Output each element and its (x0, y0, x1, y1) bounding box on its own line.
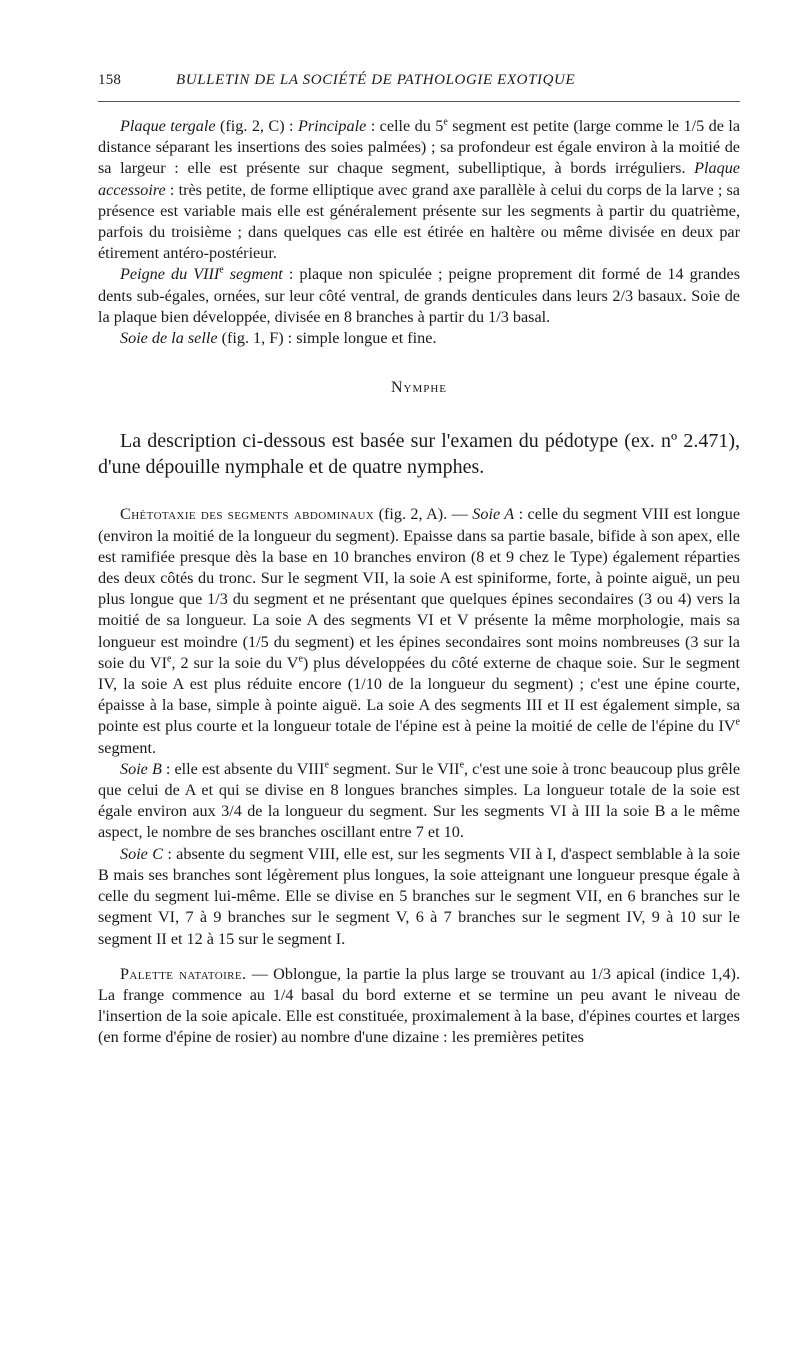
header-rule (98, 101, 740, 102)
article-body (98, 116, 740, 1049)
section-heading-nymphe: Nymphe (390, 379, 448, 397)
lede-paragraph: La description ci-dessous est basée sur l'examen du pédotype (ex. nº 2.471), d'une dépouille nymphale et de quatre nymphes. (98, 430, 740, 479)
running-title: BULLETIN DE LA SOCIÉTÉ DE PATHOLOGIE EXOTIQUE (176, 72, 576, 88)
term-soie-b: Soie B (120, 759, 162, 778)
term-peigne: Peigne du VIII (120, 265, 220, 284)
term-soie-c: Soie C (120, 844, 163, 863)
paragraph-peigne: Peigne du VIIIe segment : plaque non spiculée ; peigne proprement dit formé de 14 grandes dents sub-égales, ornées, sur leur côté ventral, de grands denticules dans leurs 2/3 basaux. Soie de la plaque bien développée, divisée en 8 branches à partir du 1/3 basal. (98, 265, 740, 326)
paragraph-soie-selle: Soie de la selle (fig. 1, F) : simple longue et fine. (120, 329, 437, 348)
paragraph-palette: Palette natatoire. — Oblongue, la partie la plus large se trouvant au 1/3 apical (indice 1,4). La frange commence au 1/4 basal du bord externe et se termine un peu avant le niveau de l'insertion de la soie apicale. Elle est constituée, proximalement à la base, d'épines courtes et larges (en forme d'épine de rosier) au nombre d'une dizaine : les premières petites (98, 964, 740, 1047)
paragraph-plaque-tergale: Plaque tergale (fig. 2, C) : Principale : celle du 5e segment est petite (large comme le 1/5 de la distance séparant les insertions des soies palmées) ; sa profondeur est égale environ à la moitié de sa largeur : elle est présente sur chaque segment, subelliptique, à bords irréguliers. Plaque accessoire : très petite, de forme elliptique avec grand axe parallèle à celui du corps de la larve ; sa présence est variable mais elle est généralement présente sur les segments à partir du quatrième, parfois du troisième ; dans quelques cas elle est étirée en haltère ou même divisée en deux par étirement antéro-postérieur. (98, 116, 741, 263)
term-principale: Principale (297, 117, 367, 135)
paragraph-gap (98, 950, 740, 964)
term-soie-selle: Soie de la selle (120, 329, 218, 348)
term-plaque-accessoire: Plaque accessoire (98, 159, 740, 199)
paragraph-chetotaxie: Chétotaxie des segments abdominaux (fig. 2, A). — Soie A : celle du segment VIII est longue (environ la moitié de la longueur du segment). Epaisse dans sa partie basale, bifide à son apex, elle est ramifiée presque dès la base en 10 branches environ (8 et 9 chez le Type) également réparties des deux côtés du tronc. Sur le segment VII, la soie A est spiniforme, forte, à pointe aiguë, un peu plus longue que 1/3 du segment et ne présentant que quelques épines secondaires (3 ou 4) vers la moitié de sa longueur. La soie A des segments VI et V présente la même morphologie, mais sa longueur est moindre (1/5 du segment) et les épines secondaires sont moins nombreuses (3 sur la soie du VIe, 2 sur la soie du Ve) plus développées du côté externe de chaque soie. Sur le segment IV, la soie A est plus réduite encore (1/10 de la longueur du segment) ; c'est une épine courte, épaisse à la base, simple à pointe aiguë. La soie A des segments III et II est également simple, sa pointe est plus courte et la longueur totale de l'épine est à peine la moitié de celle de l'épine du IVe segment. (98, 505, 740, 757)
subheading-palette: Palette natatoire. (120, 964, 247, 983)
subheading-chetotaxie: Chétotaxie des segments abdominaux (120, 505, 375, 524)
paragraph-soie-b: Soie B : elle est absente du VIIIe segment. Sur le VIIe, c'est une soie à tronc beaucoup plus grêle que celui de A et qui se divise en 8 longues branches simples. La longueur totale de la soie est égale environ aux 3/4 de la longueur du segment. Sur les segments VI à III la soie B a le même aspect, le nombre de ses branches oscillant entre 7 et 10. (98, 759, 741, 842)
running-header (98, 72, 740, 92)
page-number: 158 (98, 72, 122, 88)
term-plaque-tergale: Plaque tergale (120, 117, 216, 135)
term-soie-a: Soie A (472, 505, 515, 524)
paragraph-soie-c: Soie C : absente du segment VIII, elle est, sur les segments VII à I, d'aspect semblable à la soie B mais ses branches sont légèrement plus longues, la soie atteignant une longueur presque égale à celle du segment lui-même. Elle se divise en 5 branches sur le segment VII, en 6 branches sur le segment VI, 7 à 9 branches sur le segment V, 6 à 7 branches sur le segment IV, 9 à 10 sur le segment II et 12 à 15 sur le segment I. (98, 844, 740, 948)
